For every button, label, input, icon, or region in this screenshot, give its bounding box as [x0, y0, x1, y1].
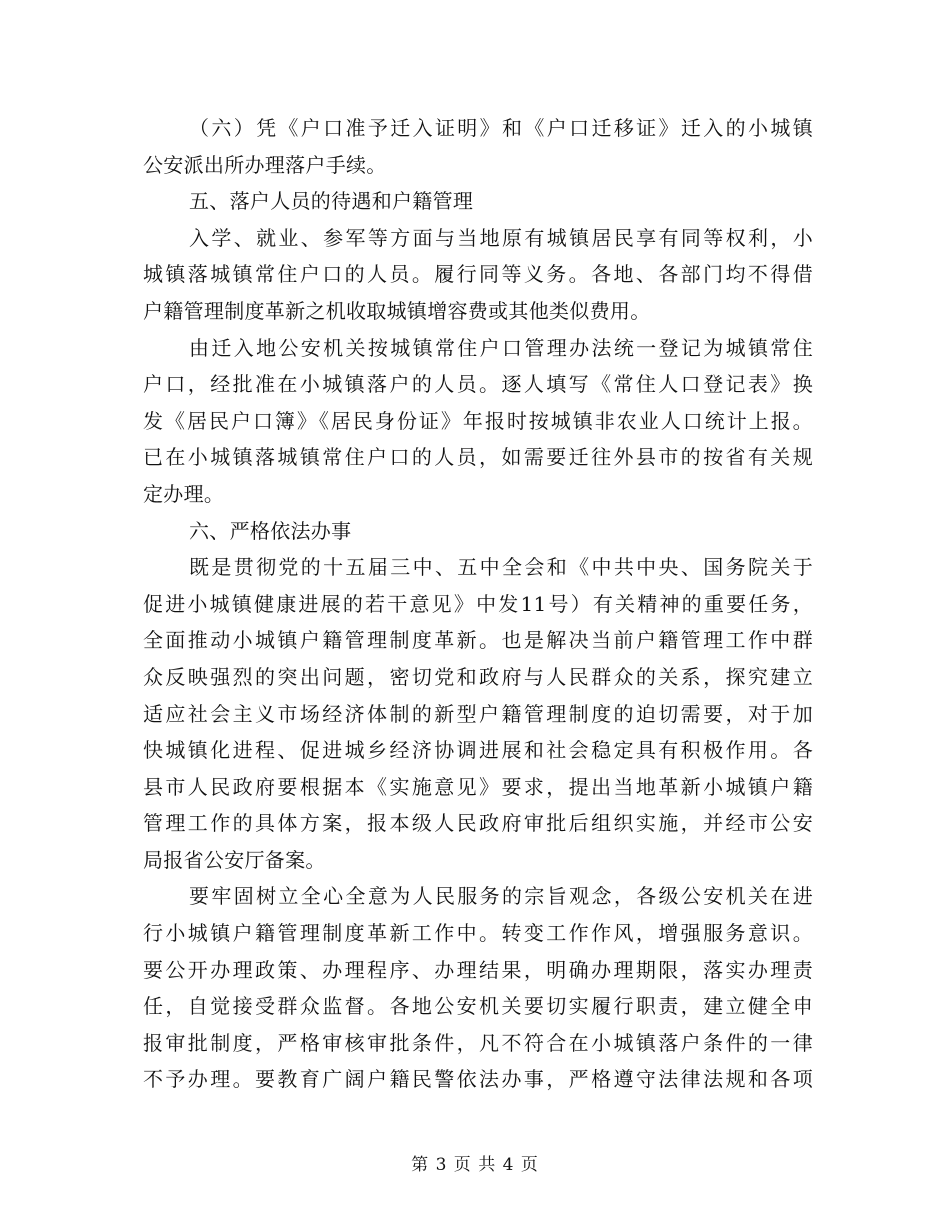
- text-line: 五、落户人员的待遇和户籍管理: [189, 189, 474, 214]
- text-line: 入学、就业、参军等方面与当地原有城镇居民享有同等权利，小: [189, 225, 813, 250]
- text-line: 全面推动小城镇户籍管理制度革新。也是解决当前户籍管理工作中群: [143, 628, 813, 653]
- text-line: 促进小城镇健康进展的若干意见》中发11号）有关精神的重要任务，: [143, 591, 813, 616]
- page-number-footer: 第 3 页 共 4 页: [411, 1155, 539, 1175]
- document-body: [143, 110, 813, 1098]
- text-line: 城镇落城镇常住户口的人员。履行同等义务。各地、各部门均不得借: [143, 262, 813, 287]
- text-line: 要牢固树立全心全意为人民服务的宗旨观念，各级公安机关在进: [189, 884, 813, 909]
- text-line: 任，自觉接受群众监督。各地公安机关要切实履行职责，建立健全申: [143, 994, 813, 1019]
- text-line: 户籍管理制度革新之机收取城镇增容费或其他类似费用。: [143, 298, 651, 323]
- text-line: 定办理。: [143, 481, 225, 506]
- text-line: 户口，经批准在小城镇落户的人员。逐人填写《常住人口登记表》换: [143, 372, 813, 397]
- text-line: 局报省公安厅备案。: [143, 847, 326, 872]
- text-line: 行小城镇户籍管理制度革新工作中。转变工作作风，增强服务意识。: [143, 921, 813, 946]
- text-line: 由迁入地公安机关按城镇常住户口管理办法统一登记为城镇常住: [189, 335, 813, 360]
- text-line: 不予办理。要教育广阔户籍民警依法办事，严格遵守法律法规和各项: [143, 1067, 813, 1092]
- text-line: 要公开办理政策、办理程序、办理结果，明确办理期限，落实办理责: [143, 957, 813, 982]
- text-line: 快城镇化进程、促进城乡经济协调进展和社会稳定具有积极作用。各: [143, 738, 813, 763]
- text-line: 已在小城镇落城镇常住户口的人员，如需要迁往外县市的按省有关规: [143, 445, 813, 470]
- text-line: 六、严格依法办事: [189, 518, 352, 543]
- text-line: （六）凭《户口准予迁入证明》和《户口迁移证》迁入的小城镇: [189, 116, 813, 140]
- text-line: 众反映强烈的突出问题，密切党和政府与人民群众的关系，探究建立: [143, 664, 813, 689]
- text-line: 县市人民政府要根据本《实施意见》要求，提出当地革新小城镇户籍: [143, 774, 813, 799]
- text-line: 公安派出所办理落户手续。: [143, 152, 387, 177]
- text-line: 适应社会主义市场经济体制的新型户籍管理制度的迫切需要，对于加: [143, 701, 813, 726]
- text-line: 既是贯彻党的十五届三中、五中全会和《中共中央、国务院关于: [189, 555, 813, 580]
- text-line: 管理工作的具体方案，报本级人民政府审批后组织实施，并经市公安: [143, 811, 813, 836]
- text-line: 报审批制度，严格审核审批条件，凡不符合在小城镇落户条件的一律: [143, 1030, 813, 1055]
- text-line: 发《居民户口簿》《居民身份证》年报时按城镇非农业人口统计上报。: [143, 408, 813, 433]
